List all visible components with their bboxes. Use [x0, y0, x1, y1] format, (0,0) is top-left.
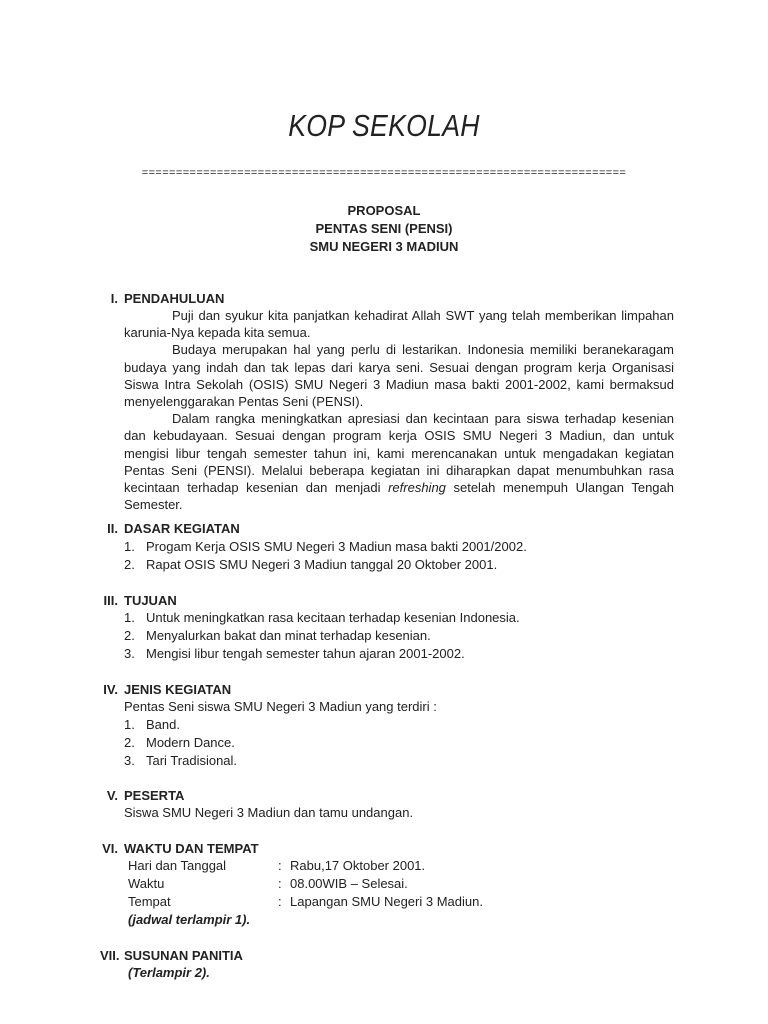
section-number: VII. [100, 948, 120, 963]
list-number: 2. [124, 735, 135, 750]
section-title: SUSUNAN PANITIA [124, 948, 243, 963]
schedule-key: Waktu [128, 876, 165, 891]
list-number: 1. [124, 539, 135, 554]
letterhead-rule: ======================================================================= [141, 167, 627, 179]
basis-list [124, 538, 674, 574]
schedule-row [128, 857, 628, 875]
title-line-1: PROPOSAL [347, 203, 421, 218]
section-heading-2 [100, 520, 240, 537]
list-text: Untuk meningkatkan rasa kecitaan terhadap kesenian Indonesia. [146, 610, 520, 625]
participants-text: Siswa SMU Negeri 3 Madiun dan tamu undangan. [124, 805, 414, 820]
section-number: I. [110, 291, 118, 306]
list-item [124, 627, 674, 645]
section-heading-7 [100, 947, 243, 964]
title-line-3: SMU NEGERI 3 MADIUN [309, 239, 459, 254]
list-item [124, 556, 674, 574]
section-number: VI. [102, 841, 118, 856]
section-heading-1 [100, 290, 224, 307]
schedule-key: Tempat [128, 894, 171, 909]
schedule-row [128, 893, 628, 911]
section-number: II. [107, 521, 118, 536]
section-title: PESERTA [124, 788, 185, 803]
list-number: 1. [124, 610, 135, 625]
paragraph [124, 410, 674, 513]
schedule-table [128, 857, 628, 929]
list-text: Progam Kerja OSIS SMU Negeri 3 Madiun masa bakti 2001/2002. [146, 539, 527, 554]
list-item [124, 538, 674, 556]
section-title: DASAR KEGIATAN [124, 521, 240, 536]
schedule-value: Rabu,17 Oktober 2001. [290, 858, 426, 873]
list-text: Band. [146, 717, 180, 732]
proposal-title [0, 202, 768, 256]
list-item [124, 645, 674, 663]
section-heading-4 [100, 681, 231, 698]
section-title: JENIS KEGIATAN [124, 682, 232, 697]
list-number: 3. [124, 646, 135, 661]
section-number: V. [106, 788, 118, 803]
goals-list [124, 609, 674, 663]
intro-paragraphs [124, 307, 674, 513]
title-line-2: PENTAS SENI (PENSI) [315, 221, 453, 236]
list-item [124, 752, 674, 770]
list-text: Mengisi libur tengah semester tahun ajaran 2001-2002. [146, 646, 465, 661]
list-item [124, 716, 674, 734]
list-number: 2. [124, 557, 135, 572]
list-text: Menyalurkan bakat dan minat terhadap kesenian. [146, 628, 431, 643]
section-number: IV. [103, 682, 118, 697]
activity-list [124, 698, 674, 770]
list-text: Tari Tradisional. [146, 753, 238, 768]
section-number: III. [103, 593, 118, 608]
list-text: Modern Dance. [146, 735, 235, 750]
schedule-row [128, 875, 628, 893]
schedule-value: Lapangan SMU Negeri 3 Madiun. [290, 894, 483, 909]
section-title: PENDAHULUAN [124, 291, 225, 306]
list-number: 3. [124, 753, 135, 768]
paragraph-text: setelah menempuh Ulangan Tengah Semester. [124, 480, 674, 513]
section-heading-5 [100, 787, 184, 804]
paragraph: Puji dan syukur kita panjatkan kehadirat Allah SWT yang telah memberikan limpahan karunia-Nya kepada kita semua. [124, 308, 674, 341]
schedule-colon: : [278, 876, 282, 891]
schedule-colon: : [278, 858, 282, 873]
committee-note-wrap [128, 964, 628, 982]
list-item [124, 734, 674, 752]
list-intro: Pentas Seni siswa SMU Negeri 3 Madiun yang terdiri : [124, 699, 437, 714]
italic-term: refreshing [388, 480, 446, 496]
schedule-key: Hari dan Tanggal [128, 858, 227, 873]
section-title: WAKTU DAN TEMPAT [124, 841, 259, 856]
list-text: Rapat OSIS SMU Negeri 3 Madiun tanggal 20 Oktober 2001. [146, 557, 498, 572]
section-title: TUJUAN [124, 593, 177, 608]
list-number: 2. [124, 628, 135, 643]
paragraph-text: Dalam rangka meningkatkan apresiasi dan kecintaan para siswa terhadap kesenian dan kebudayaan. Sesuai dengan program kerja OSIS SMU Negeri 3 Madiun, dan untuk mengisi libur tengah semester tahun ini, kami merencanakan untuk mengadakan kegiatan Pentas Seni (PENSI). Melalui beberapa kegiatan ini diharapkan dapat menumbuhkan rasa kecintaan terhadap kesenian dan menjadi [124, 411, 674, 496]
schedule-value: 08.00WIB – Selesai. [290, 876, 408, 891]
paragraph: Budaya merupakan hal yang perlu di lestarikan. Indonesia memiliki beranekaragam budaya yang indah dan tak lepas dari karya seni. Sesuai dengan program kerja Organisasi Siswa Intra Sekolah (OSIS) SMU Negeri 3 Madiun masa bakti 2001-2002, kami bermaksud menyelenggarakan Pentas Seni (PENSI). [124, 342, 674, 410]
section-heading-3 [100, 592, 177, 609]
section-heading-6 [100, 840, 259, 857]
participants [124, 804, 674, 822]
list-item [124, 609, 674, 627]
schedule-note: (jadwal terlampir 1). [128, 912, 251, 927]
committee-note: (Terlampir 2). [128, 965, 210, 980]
schedule-colon: : [278, 894, 282, 909]
list-number: 1. [124, 717, 135, 732]
letterhead-title: KOP SEKOLAH [288, 108, 480, 143]
